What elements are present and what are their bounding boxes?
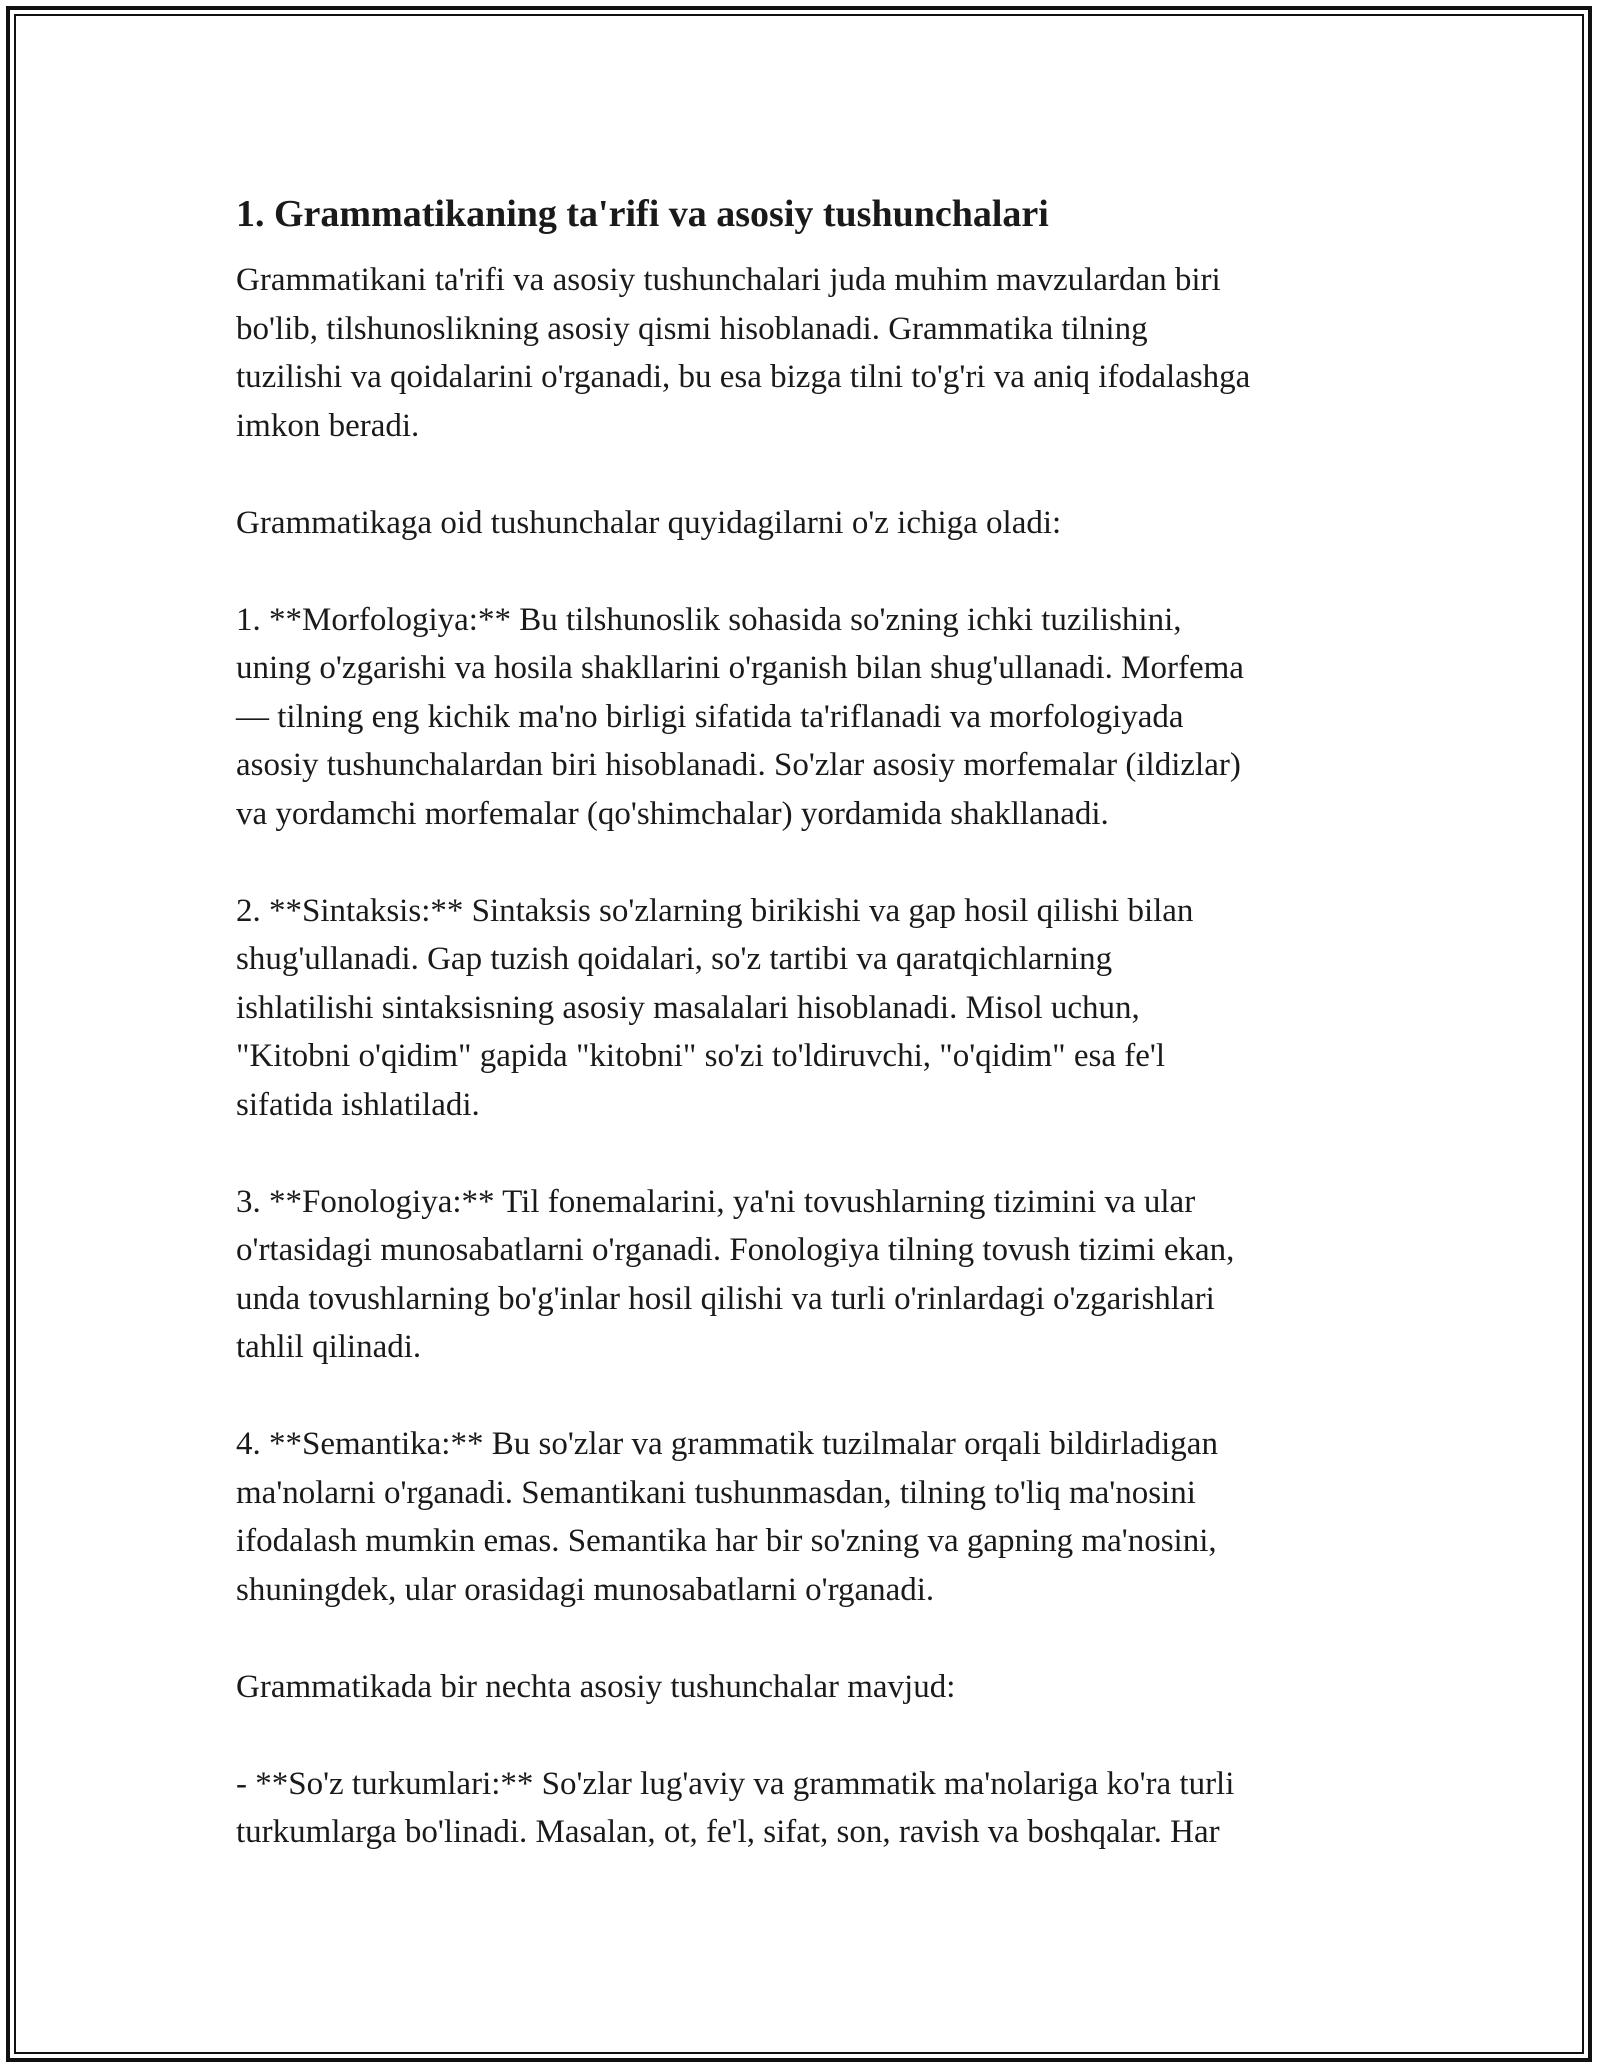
paragraph-sintaksis: 2. **Sintaksis:** Sintaksis so'zlarning birikishi va gap hosil qilishi bilan shug'ullanadi. Gap tuzish qoidalari, so'z tartibi va qaratqichlarning ishlatilishi sintaksisning asosiy masalalari hisoblanadi. Misol uchun, "Kitobni o'qidim" gapida "kitobni" so'zi to'ldiruvchi, "o'qidim" esa fe'l sifatida ishlatiladi. [236, 892, 1194, 1123]
paragraph-fonologiya: 3. **Fonologiya:** Til fonemalarini, ya'ni tovushlarning tizimini va ular o'rtasidagi munosabatlarni o'rganadi. Fonologiya tilning tovush tizimi ekan, unda tovushlarning bo'g'inlar hosil qilishi va turli o'rinlardagi o'zgarishlari tahlil qilinadi. [236, 1183, 1235, 1365]
paragraph-intro: Grammatikani ta'rifi va asosiy tushunchalari juda muhim mavzulardan biri bo'lib, tilshunoslikning asosiy qismi hisoblanadi. Grammatika tilning tuzilishi va qoidalarini o'rganadi, bu esa bizga tilni to'g'ri va aniq ifodalashga imkon beradi. [236, 262, 1251, 444]
document-body [236, 186, 1386, 1905]
paragraph-list-intro: Grammatikaga oid tushunchalar quyidagilarni o'z ichiga oladi: [236, 504, 1062, 541]
paragraph-semantika: 4. **Semantika:** Bu so'zlar va grammatik tuzilmalar orqali bildirladigan ma'nolarni o'rganadi. Semantikani tushunmasdan, tilning to'liq ma'nosini ifodalash mumkin emas. Semantika har bir so'zning va gapning ma'nosini, shuningdek, ular orasidagi munosabatlarni o'rganadi. [236, 1426, 1218, 1608]
paragraph-morfologiya: 1. **Morfologiya:** Bu tilshunoslik sohasida so'zning ichki tuzilishini, uning o'zgarishi va hosila shakllarini o'rganish bilan shug'ullanadi. Morfema — tilning eng kichik ma'no birligi sifatida ta'riflanadi va morfologiyada asosiy tushunchalardan biri hisoblanadi. So'zlar asosiy morfemalar (ildizlar) va yordamchi morfemalar (qo'shimchalar) yordamida shakllanadi. [236, 601, 1244, 832]
document-title: 1. Grammatikaning ta'rifi va asosiy tushunchalari [236, 193, 1049, 235]
paragraph-concepts-intro: Grammatikada bir nechta asosiy tushunchalar mavjud: [236, 1668, 956, 1705]
paragraph-soz-turkumlari: - **So'z turkumlari:** So'zlar lug'aviy va grammatik ma'nolariga ko'ra turli turkumlarga bo'linadi. Masalan, ot, fe'l, sifat, son, ravish va boshqalar. Har [236, 1765, 1235, 1850]
